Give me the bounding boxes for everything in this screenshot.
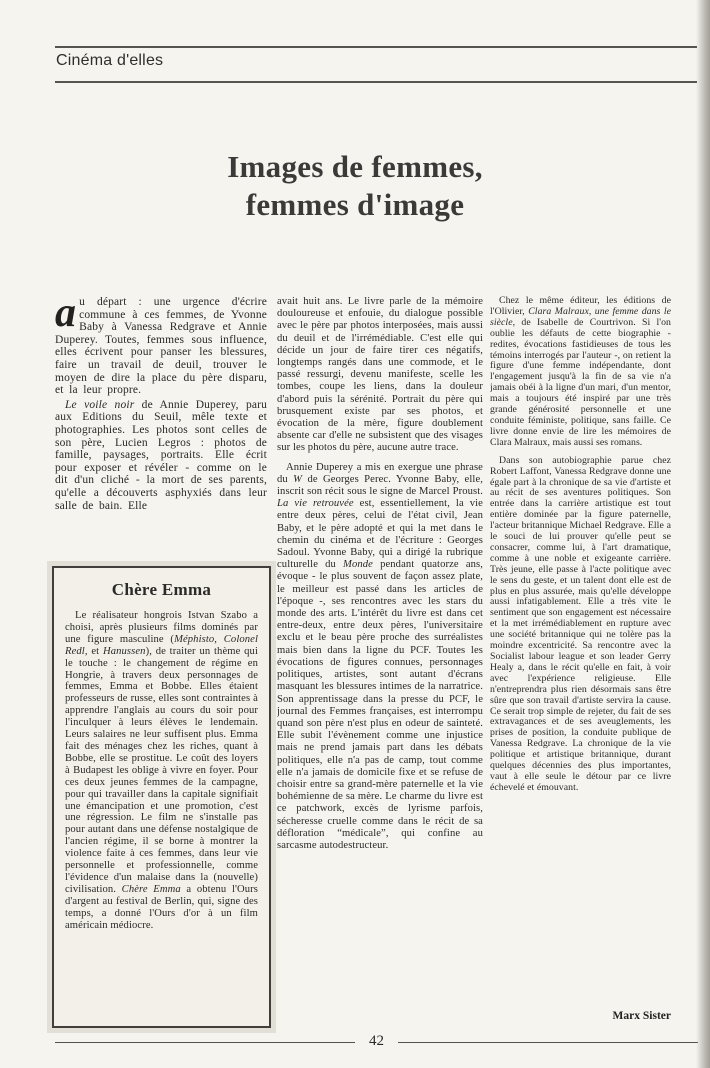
paragraph-text: u départ : une urgence d'écrire commune à ces femmes, de Yvonne Baby à Vanessa Redgrave et Annie Duperey. Toutes, femmes sous influence, elles écrivent pour panser les blessures, faire un travail de deuil, trouver le moyen de dire la place du père disparu, et la leur propre. [55, 296, 267, 397]
footer [55, 1034, 698, 1051]
page-edge-shadow [696, 0, 710, 1068]
column-1 [55, 290, 267, 512]
drop-cap: a [55, 290, 77, 336]
article-title-line1: Images de femmes, [227, 149, 483, 184]
sidebar-box-body [65, 610, 258, 931]
paragraph: avait huit ans. Le livre parle de la mémoire douloureuse et enfouie, du dialogue possible avec le père par photos interposées, mais aussi du deuil et de l'irrémédiable. C'est elle qui décide un jour de faire tirer ces négatifs, longtemps rangés dans une commode, et le passé ressurgi, devenu manifeste, scelle les tombes, coupe les liens, dans la douleur d'abord puis la sérénité. Portrait du père qui brusquement existe par ses photos, et évocation de la mère, figure doublement absente car d'elle ne subsistent que des visages sur les photos du père, aucune autre trace. [277, 296, 483, 454]
paragraph [55, 290, 267, 397]
page-number: 42 [369, 1033, 384, 1049]
header-rule-top [55, 46, 697, 48]
byline: Marx Sister [612, 1010, 671, 1022]
paragraph: Le réalisateur hongrois Istvan Szabo a choisi, après plusieurs films dominés par une figure masculine (Méphisto, Colonel Redl, et Hanussen), de traiter un thème qui le touche : le changement de régime en Hongrie, à travers deux personnages de femmes, Emma et Bobbe. Elles étaient professeurs de russe, elles sont contraintes à apprendre l'anglais au cours du soir pour l'inculquer à leurs élèves le lendemain. Leurs salaires ne leur suffisent plus. Emma fait des ménages chez les riches, quant à Bobbe, elle se prostitue. Le coût des loyers à Budapest les oblige à vivre en foyer. Pour ces deux jeunes femmes de la campagne, pour qui travailler dans la capitale signifiait une émancipation et une promotion, c'est une régression. Le film ne s'installe pas pour autant dans une défense nostalgique de l'ancien régime, il se borne à montrer la violence faite à ces femmes, dans leur vie personnelle et professionnelle, comme l'évidence d'un malaise dans la (nouvelle) civilisation. Chère Emma a obtenu l'Ours d'argent au festival de Berlin, qui, signe des temps, a donné l'Ours d'or à un film américain médiocre. [65, 610, 258, 931]
footer-rule-right [398, 1042, 698, 1044]
column-3 [490, 296, 671, 794]
paragraph: Chez le même éditeur, les éditions de l'Olivier, Clara Malraux, une femme dans le siècle, de Isabelle de Courtrivon. Si l'on oublie les défauts de cette biographie - redites, évocations fastidieuses de tous les témoins interrogés par l'auteur -, on retient la figure d'une femme indépendante, dont l'engagement jusqu'à la fin de sa vie n'a jamais obéi à la ligne d'un mari, d'un mentor, mais a toujours été inspiré par une très grande générosité personnelle et une conduite féministe, politique, sans faille. Ce livre donne envie de lire les mémoires de Clara Malraux, mais aussi ses romans. [490, 296, 671, 448]
paragraph: Dans son autobiographie parue chez Robert Laffont, Vanessa Redgrave donne une égale part à la chronique de sa vie d'artiste et au récit de ses aventures politiques. Son entrée dans la carrière artistique est tout entière dominée par la figure paternelle, l'acteur britannique Michael Redgrave. Elle a le souci de lui prouver qu'elle peut se consacrer, comme lui, à l'art dramatique, comme à une noble et exigeante carrière. Très jeune, elle passe à l'acte politique avec le sens du geste, et un talent dont elle est de plus en plus assurée, mais qu'elle développe aussi infatigablement. Elle a très vite le sentiment que son engagement est nécessaire et la met irrémédiablement en rupture avec une société britannique qui ne tolère pas la moindre excentricité. Sa rencontre avec la Socialist labour league et son leader Gerry Healy a, dans le récit qu'elle en fait, à voir avec l'expérience religieuse. Elle n'entreprendra plus rien désormais sans être sûre que son travail d'artiste servira la cause. Ce serait trop simple de rejeter, du fait de ses extravagances et de ses aveuglements, les prises de position, la conduite publique de Vanessa Redgrave. La chronique de la vie politique et artistique britannique, durant quelques décennies des plus importantes, vaut à elle seule le détour par ce livre échevelé et émouvant. [490, 454, 671, 793]
paragraph: Annie Duperey a mis en exergue une phrase du W de Georges Perec. Yvonne Baby, elle, inscrit son récit sous le signe de Marcel Proust. La vie retrouvée est, essentiellement, la vie entre deux pères, celui de l'état civil, Jean Baby, et le père adopté et qui la met dans le chemin du cinéma et de l'écriture : Georges Sadoul. Yvonne Baby, qui a dirigé la rubrique culturelle du Monde pendant quatorze ans, évoque - le plus souvent de façon assez plate, le meilleur est passé dans les articles de l'époque -, ses rencontres avec les stars du monde des arts. L'intérêt du livre est dans cet entre-deux, entre deux pères, l'universitaire exclu et le beau père proche des surréalistes mais bien dans la ligne du PCF. Toutes les évocations de figures connues, personnages politiques, artistes, sont autant d'écrans masquant les blessures intimes de la narratrice. Son apprentissage dans la presse du PCF, le journal des Femmes françaises, est interrompu quand son père n'est plus en odeur de sainteté. Elle subit l'évènement comme une injustice mais ne prend jamais part dans les débats politiques, elle n'a pas de camp, tout comme elle n'a jamais de domicile fixe et se refuse de choisir entre sa grand-mère paternelle et la vie bohémienne de sa mère. Le charme du livre est ce patchwork, excès de lyrisme parfois, sécheresse cruelle comme dans le récit de sa défloration “médicale”, qui confine au sarcasme autodestructeur. [277, 461, 483, 851]
section-kicker: Cinéma d'elles [56, 52, 164, 69]
header-rule-bottom [55, 81, 697, 83]
article-title [0, 148, 710, 224]
paragraph: Le voile noir de Annie Duperey, paru aux Editions du Seuil, mêle texte et photographies. Les photos sont celles de son père, Lucien Legros : photos de famille, paysages, portraits. Elle écrit pour exposer et révéler - comme on le dit d'un cliché - la mort de ses parents, qu'elle a découverts asphyxiés dans leur salle de bain. Elle [55, 398, 267, 512]
sidebar-box-chere-emma [52, 566, 271, 1028]
column-2 [277, 296, 483, 852]
footer-rule-left [55, 1042, 355, 1044]
sidebar-box-title: Chère Emma [111, 580, 212, 599]
article-title-line2: femmes d'image [245, 187, 465, 222]
